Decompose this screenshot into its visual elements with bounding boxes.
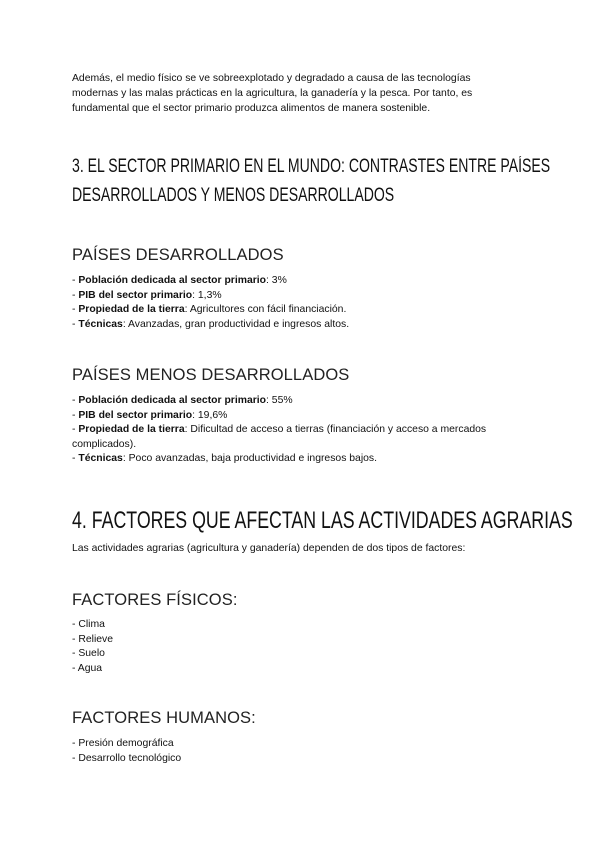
list-item: - Población dedicada al sector primario: 55% bbox=[72, 395, 293, 406]
list-item-continuation: complicados). bbox=[72, 438, 137, 450]
list-item: - Relieve bbox=[72, 633, 113, 645]
list-item: - Técnicas: Avanzadas, gran productividad e ingresos altos. bbox=[72, 318, 350, 330]
list-item: - Desarrollo tecnológico bbox=[72, 752, 182, 764]
human-factors-heading: FACTORES HUMANOS: bbox=[72, 709, 256, 727]
list-item: - PIB del sector primario: 19,6% bbox=[72, 409, 228, 421]
section-3-title bbox=[72, 152, 550, 210]
intro-line-1: Además, el medio físico se ve sobreexplotado y degradado a causa de las tecnologías bbox=[72, 73, 471, 84]
list-item: - Suelo bbox=[72, 648, 105, 659]
developed-countries-list bbox=[72, 274, 349, 332]
less-developed-countries-heading: PAÍSES MENOS DESARROLLADOS bbox=[72, 366, 350, 384]
section-3-title-line-2: DESARROLLADOS Y MENOS DESARROLLADOS bbox=[72, 185, 395, 206]
physical-factors-list bbox=[72, 618, 113, 676]
list-item: - Técnicas: Poco avanzadas, baja productividad e ingresos bajos. bbox=[72, 453, 377, 464]
list-item: - Clima bbox=[72, 619, 105, 630]
section-4-intro: Las actividades agrarias (agricultura y ganadería) dependen de dos tipos de factores: bbox=[72, 543, 466, 554]
physical-factors-heading: FACTORES FÍSICOS: bbox=[72, 591, 238, 609]
developed-countries-heading: PAÍSES DESARROLLADOS bbox=[72, 246, 284, 264]
intro-line-3: fundamental que el sector primario produzca alimentos de manera sostenible. bbox=[72, 103, 431, 114]
intro-line-2: modernas y las malas prácticas en la agricultura, la ganadería y la pesca. Por tanto, es bbox=[72, 88, 473, 99]
section-4-title: 4. FACTORES QUE AFECTAN LAS ACTIVIDADES AGRARIAS bbox=[72, 507, 573, 534]
list-item: - Presión demográfica bbox=[72, 738, 174, 749]
less-developed-countries-list bbox=[72, 394, 486, 467]
list-item: - Agua bbox=[72, 662, 103, 674]
list-item: - Propiedad de la tierra: Agricultores con fácil financiación. bbox=[72, 304, 347, 315]
section-3-title-line-1: 3. EL SECTOR PRIMARIO EN EL MUNDO: CONTRASTES ENTRE PAÍSES bbox=[72, 156, 551, 177]
list-item: - Población dedicada al sector primario: 3% bbox=[72, 275, 287, 286]
intro-paragraph bbox=[72, 71, 532, 116]
human-factors-list bbox=[72, 737, 181, 766]
list-item: - PIB del sector primario: 1,3% bbox=[72, 289, 222, 301]
list-item: - Propiedad de la tierra: Dificultad de acceso a tierras (financiación y acceso a mercados bbox=[72, 424, 487, 435]
